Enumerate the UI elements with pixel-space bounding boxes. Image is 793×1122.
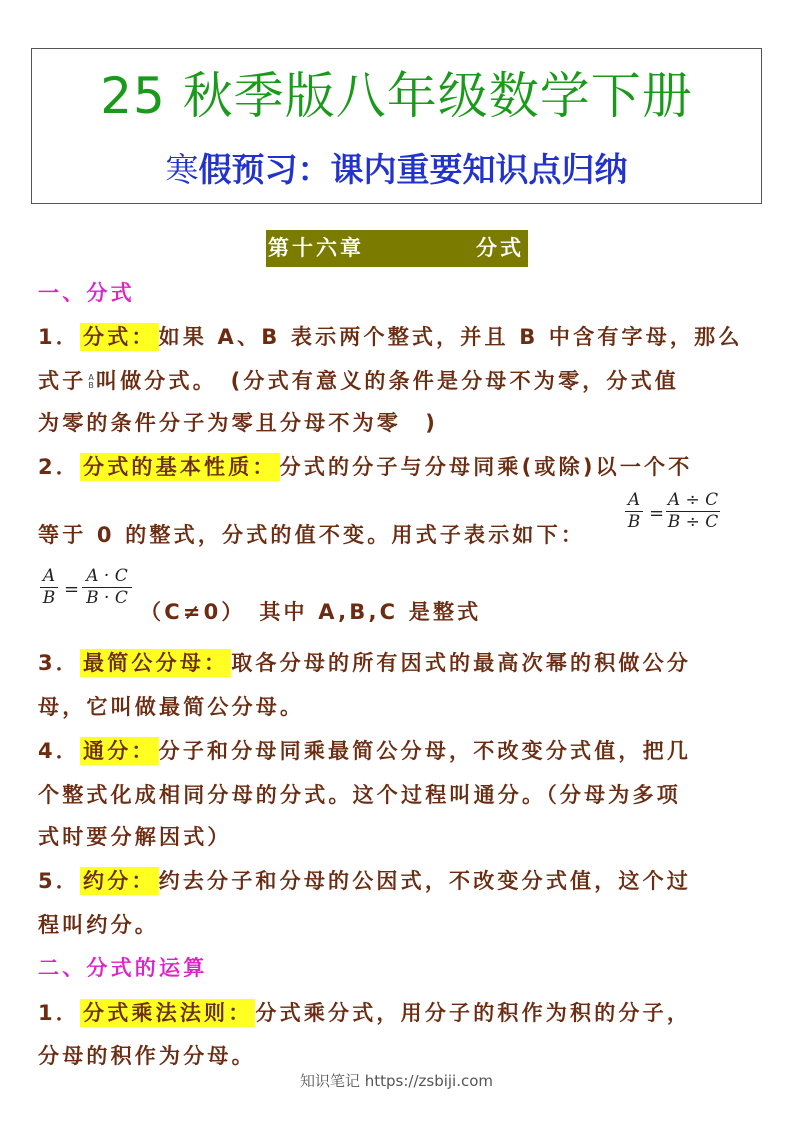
term-highlight: 分式的基本性质： [80, 453, 280, 481]
item-line: 母，它叫做最简公分母。 [38, 695, 305, 719]
fraction-denominator: B ÷ C [667, 512, 719, 532]
equals-sign: = [64, 579, 80, 600]
item-number: 2． [38, 455, 81, 479]
fraction-numerator: A · C [86, 566, 128, 586]
item-line [38, 451, 692, 483]
item-text: 叫做分式。 (分式有意义的条件是分母不为零，分式值 [95, 369, 680, 393]
fraction-numerator: A [42, 566, 56, 586]
item-line [38, 735, 691, 767]
term-highlight: 通分： [80, 737, 159, 765]
section-heading: 二、分式的运算 [38, 956, 208, 980]
item-number: 4． [38, 739, 81, 763]
main-title: 25 秋季版八年级数学下册 [100, 67, 693, 125]
subtitle-rest: 假预习：课内重要知识点归纳 [198, 150, 628, 189]
fraction-numerator: A [88, 373, 94, 382]
item-line: 个整式化成相同分母的分式。这个过程叫通分。（分母为多项 [38, 783, 681, 807]
item-text: 约去分子和分母的公因式，不改变分式值，这个过 [158, 869, 692, 893]
item-number: 5． [38, 869, 81, 893]
fraction-denominator: B [627, 512, 641, 532]
item-line: 等于 0 的整式，分式的值不变。用式子表示如下： [38, 523, 586, 547]
term-highlight: 约分： [80, 867, 159, 895]
chapter-number: 第十六章 [268, 236, 364, 260]
subtitle-prefix: 寒 [165, 150, 199, 189]
item-text: 式子 [38, 369, 87, 393]
inline-fraction [88, 374, 94, 390]
item-text: 如果 A、B 表示两个整式，并且 B 中含有字母，那么 [158, 325, 743, 349]
item-line [38, 365, 679, 397]
fraction-denominator: B [88, 381, 94, 390]
item-line [38, 321, 743, 353]
item-line: 程叫约分。 [38, 913, 159, 937]
subtitle [0, 148, 793, 192]
item-line [38, 865, 691, 897]
term-highlight: 最简公分母： [80, 649, 231, 677]
fraction-denominator: B [42, 588, 56, 608]
item-text: 取各分母的所有因式的最高次幂的积做公分 [231, 651, 692, 675]
item-text: 分子和分母同乘最简公分母，不改变分式值，把几 [158, 739, 692, 763]
item-text: 分式乘分式，用分子的积作为积的分子， [255, 1001, 692, 1025]
item-number: 1． [38, 1001, 81, 1025]
fraction [625, 490, 643, 533]
item-text: 分式的分子与分母同乘(或除)以一个不 [279, 455, 693, 479]
item-number: 1． [38, 325, 81, 349]
item-line: 分母的积作为分母。 [38, 1044, 256, 1068]
fraction [82, 566, 132, 609]
section-heading: 一、分式 [38, 281, 135, 305]
fraction [666, 490, 720, 533]
item-text: （C≠0） 其中 A,B,C 是整式 [140, 600, 482, 624]
item-line [38, 997, 691, 1029]
fraction [40, 566, 58, 609]
fraction-denominator: B · C [86, 588, 128, 608]
chapter-name: 分式 [476, 236, 524, 260]
fraction-numerator: A [627, 490, 641, 510]
chapter-banner [266, 230, 528, 267]
item-line [38, 647, 691, 679]
item-line: 为零的条件分子为零且分母不为零 ) [38, 411, 438, 435]
fraction-numerator: A ÷ C [667, 490, 719, 510]
term-highlight: 分式乘法法则： [80, 999, 255, 1027]
equals-sign: = [649, 503, 665, 524]
footer-watermark: 知识笔记 https://zsbiji.com [299, 1072, 494, 1090]
term-highlight: 分式： [80, 323, 159, 351]
item-line: 式时要分解因式） [38, 825, 232, 849]
item-number: 3． [38, 651, 81, 675]
